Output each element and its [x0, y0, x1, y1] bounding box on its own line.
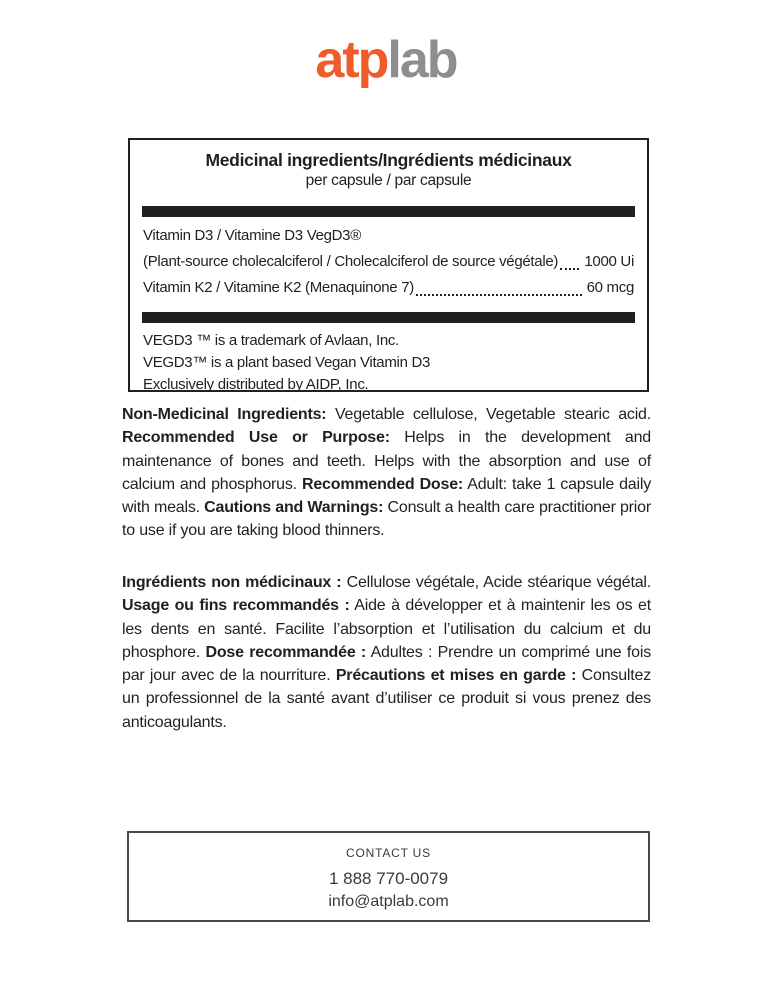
ingredient-k2-name: Vitamin K2 / Vitamine K2 (Menaquinone 7): [143, 279, 414, 296]
brand-logo: [0, 31, 772, 89]
contact-phone: 1 888 770-0079: [328, 869, 449, 888]
ingredient-k2-row: [143, 275, 634, 301]
ingredient-d3-amount: 1000 Ui: [584, 253, 634, 270]
french-info-paragraph: Ingrédients non médicinaux : Cellulose végétale, Acide stéarique végétal. Usage ou fins recommandés : Aide à développer et à maintenir les os et les dents en santé. Facilite l’absorption et l’utilisation du calcium et du phosphore. Dose recommandée : Adultes : Prendre un comprimé une fois par jour avec de la nourriture. Précautions et mises en garde : Consultez un professionnel de la santé avant d’utiliser ce produit si vous prenez des anticoagulants.: [122, 574, 652, 731]
medicinal-ingredients-panel: [128, 138, 649, 392]
dotted-leader: [416, 294, 582, 296]
divider-bar-top: [142, 206, 635, 217]
divider-bar-bottom: [142, 312, 635, 323]
english-info-paragraph: Non-Medicinal Ingredients: Vegetable cellulose, Vegetable stearic acid. Recommended Use or Purpose: Helps in the development and maintenance of bones and teeth. Helps with the absorption and use of calcium and phosphorus. Recommended Dose: Adult: take 1 capsule daily with meals. Cautions and Warnings: Consult a health care practitioner prior to use if you are taking blood thinners.: [122, 406, 651, 540]
contact-email: info@atplab.com: [328, 893, 449, 910]
contact-us-label: CONTACT US: [346, 846, 431, 860]
ingredient-d3-row: [143, 249, 634, 275]
contact-box: [127, 831, 650, 922]
ingredient-k2-amount: 60 mcg: [586, 279, 634, 296]
trademark-note-line: VEGD3 ™ is a trademark of Avlaan, Inc.: [143, 332, 399, 349]
trademark-notes: [142, 323, 635, 396]
ingredients-list: [142, 217, 635, 308]
panel-title: Medicinal ingredients/Ingrédients médicinaux: [205, 150, 572, 170]
trademark-note-line: VEGD3™ is a plant based Vegan Vitamin D3: [143, 354, 431, 371]
brand-logo-atp: atp: [315, 31, 388, 89]
panel-subtitle: per capsule / par capsule: [305, 172, 472, 189]
brand-logo-lab: lab: [387, 31, 457, 89]
ingredient-d3-name: Vitamin D3 / Vitamine D3 VegD3®: [143, 227, 361, 244]
trademark-note-line: Exclusively distributed by AIDP, Inc.: [143, 376, 369, 393]
dotted-leader: [560, 268, 579, 270]
ingredient-d3-source: (Plant-source cholecalciferol / Cholecalciferol de source végétale): [143, 253, 559, 270]
